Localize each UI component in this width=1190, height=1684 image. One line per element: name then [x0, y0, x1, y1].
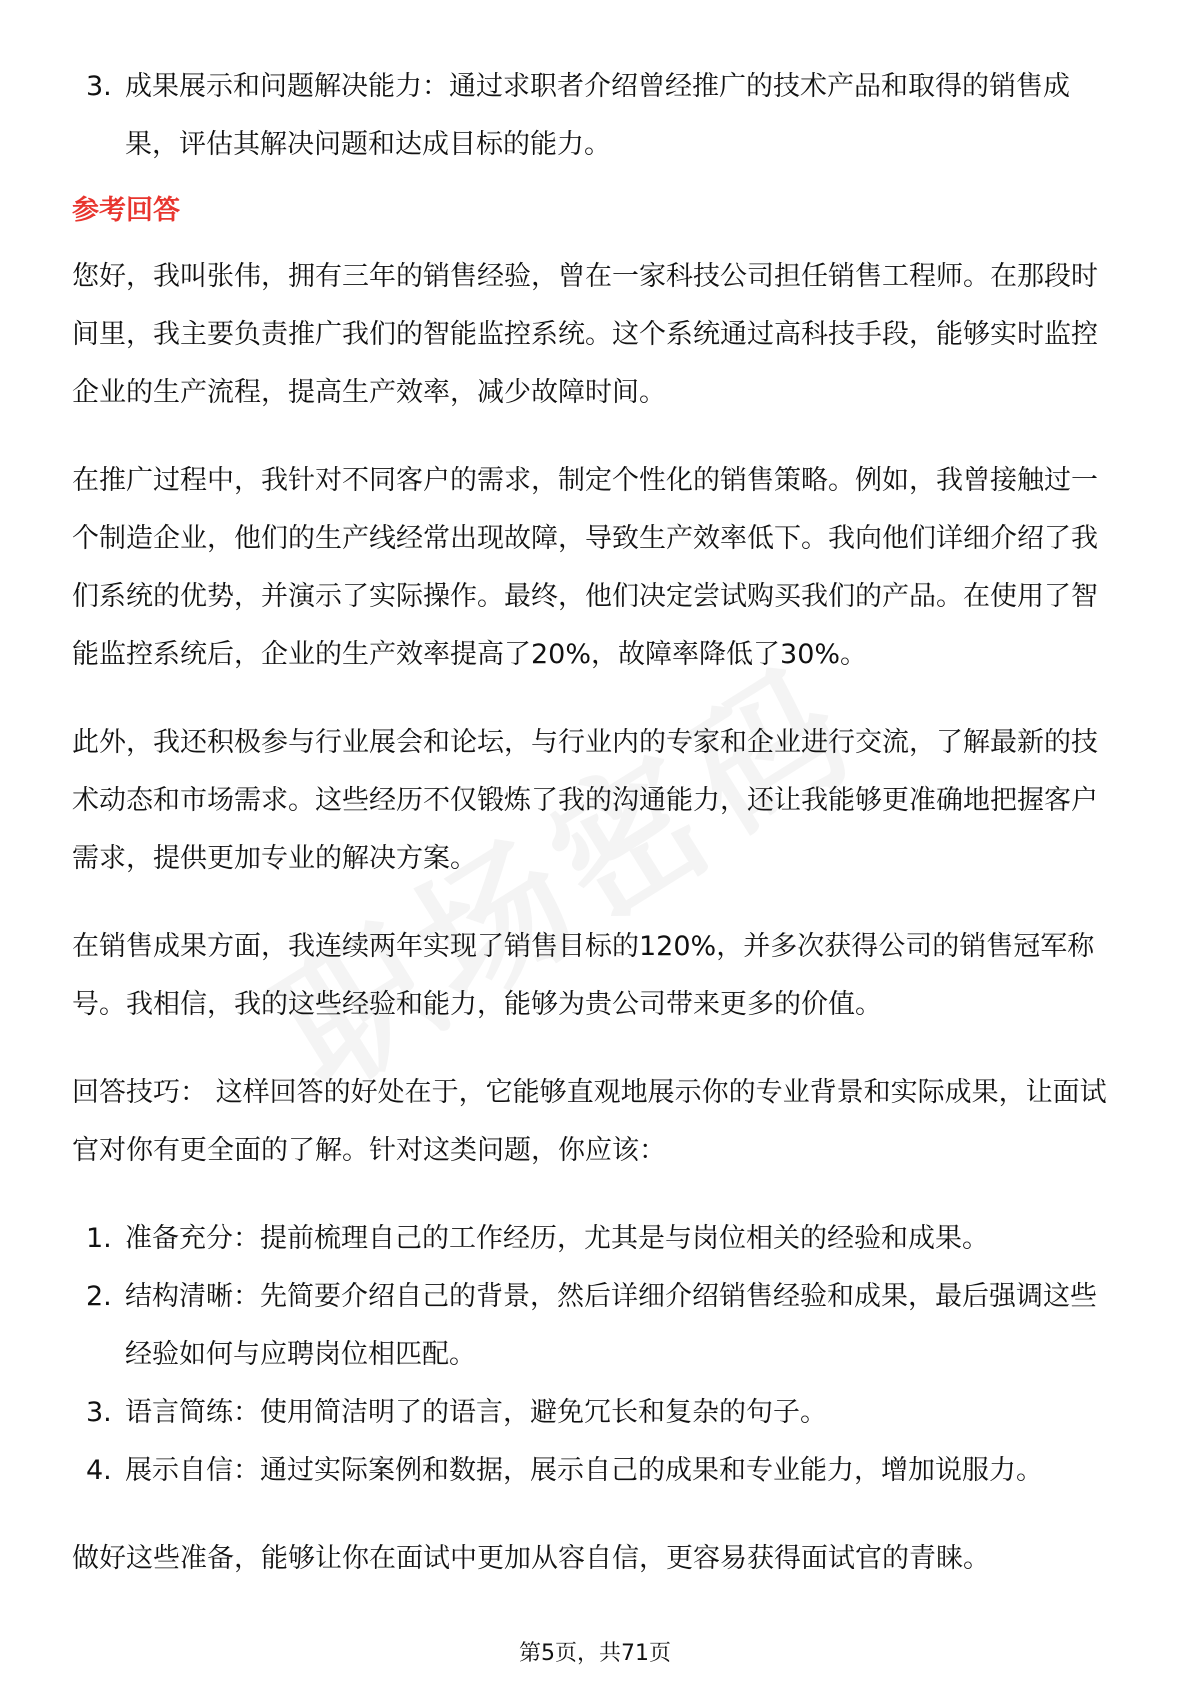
list-text: 成果展示和问题解决能力：通过求职者介绍曾经推广的技术产品和取得的销售成果，评估其解决问题和达成目标的能力。: [125, 71, 1070, 160]
list-item: [72, 58, 1122, 174]
list-item: [72, 1210, 1122, 1268]
list-item: [72, 1268, 1122, 1384]
list-number: 3.: [86, 1397, 112, 1428]
list-item: [72, 1384, 1122, 1442]
list-text: 语言简练：使用简洁明了的语言，避免冗长和复杂的句子。: [125, 1397, 827, 1428]
tips-list: [72, 1210, 1122, 1500]
page-footer: 第5页，共71页: [519, 1641, 671, 1666]
section-title: 参考回答: [72, 195, 180, 226]
list-text: 展示自信：通过实际案例和数据，展示自己的成果和专业能力，增加说服力。: [125, 1455, 1043, 1486]
paragraph: 在推广过程中，我针对不同客户的需求，制定个性化的销售策略。例如，我曾接触过一个制造企业，他们的生产线经常出现故障，导致生产效率低下。我向他们详细介绍了我们系统的优势，并演示了实际操作。最终，他们决定尝试购买我们的产品。在使用了智能监控系统后，企业的生产效率提高了20%，故障率降低了30%。: [72, 465, 1098, 670]
paragraph: 在销售成果方面，我连续两年实现了销售目标的120%，并多次获得公司的销售冠军称号。我相信，我的这些经验和能力，能够为贵公司带来更多的价值。: [72, 931, 1095, 1020]
answer-paragraphs: [72, 248, 1122, 1180]
paragraph: 您好，我叫张伟，拥有三年的销售经验，曾在一家科技公司担任销售工程师。在那段时间里，我主要负责推广我们的智能监控系统。这个系统通过高科技手段，能够实时监控企业的生产流程，提高生产效率，减少故障时间。: [72, 261, 1098, 408]
list-number: 1.: [86, 1223, 112, 1254]
tips-intro: 回答技巧： 这样回答的好处在于，它能够直观地展示你的专业背景和实际成果，让面试官对你有更全面的了解。针对这类问题，你应该：: [72, 1077, 1107, 1166]
list-text: 准备充分：提前梳理自己的工作经历，尤其是与岗位相关的经验和成果。: [125, 1223, 989, 1254]
list-item: [72, 1442, 1122, 1500]
list-number: 2.: [86, 1281, 112, 1312]
page-content: [72, 58, 1122, 1588]
list-number: 3.: [86, 71, 112, 102]
list-text: 结构清晰：先简要介绍自己的背景，然后详细介绍销售经验和成果，最后强调这些经验如何与应聘岗位相匹配。: [125, 1281, 1097, 1370]
list-number: 4.: [86, 1455, 112, 1486]
paragraph: 此外，我还积极参与行业展会和论坛，与行业内的专家和企业进行交流，了解最新的技术动态和市场需求。这些经历不仅锻炼了我的沟通能力，还让我能够更准确地把握客户需求，提供更加专业的解决方案。: [72, 727, 1098, 874]
closing-paragraph: 做好这些准备，能够让你在面试中更加从容自信，更容易获得面试官的青睐。: [72, 1543, 990, 1574]
